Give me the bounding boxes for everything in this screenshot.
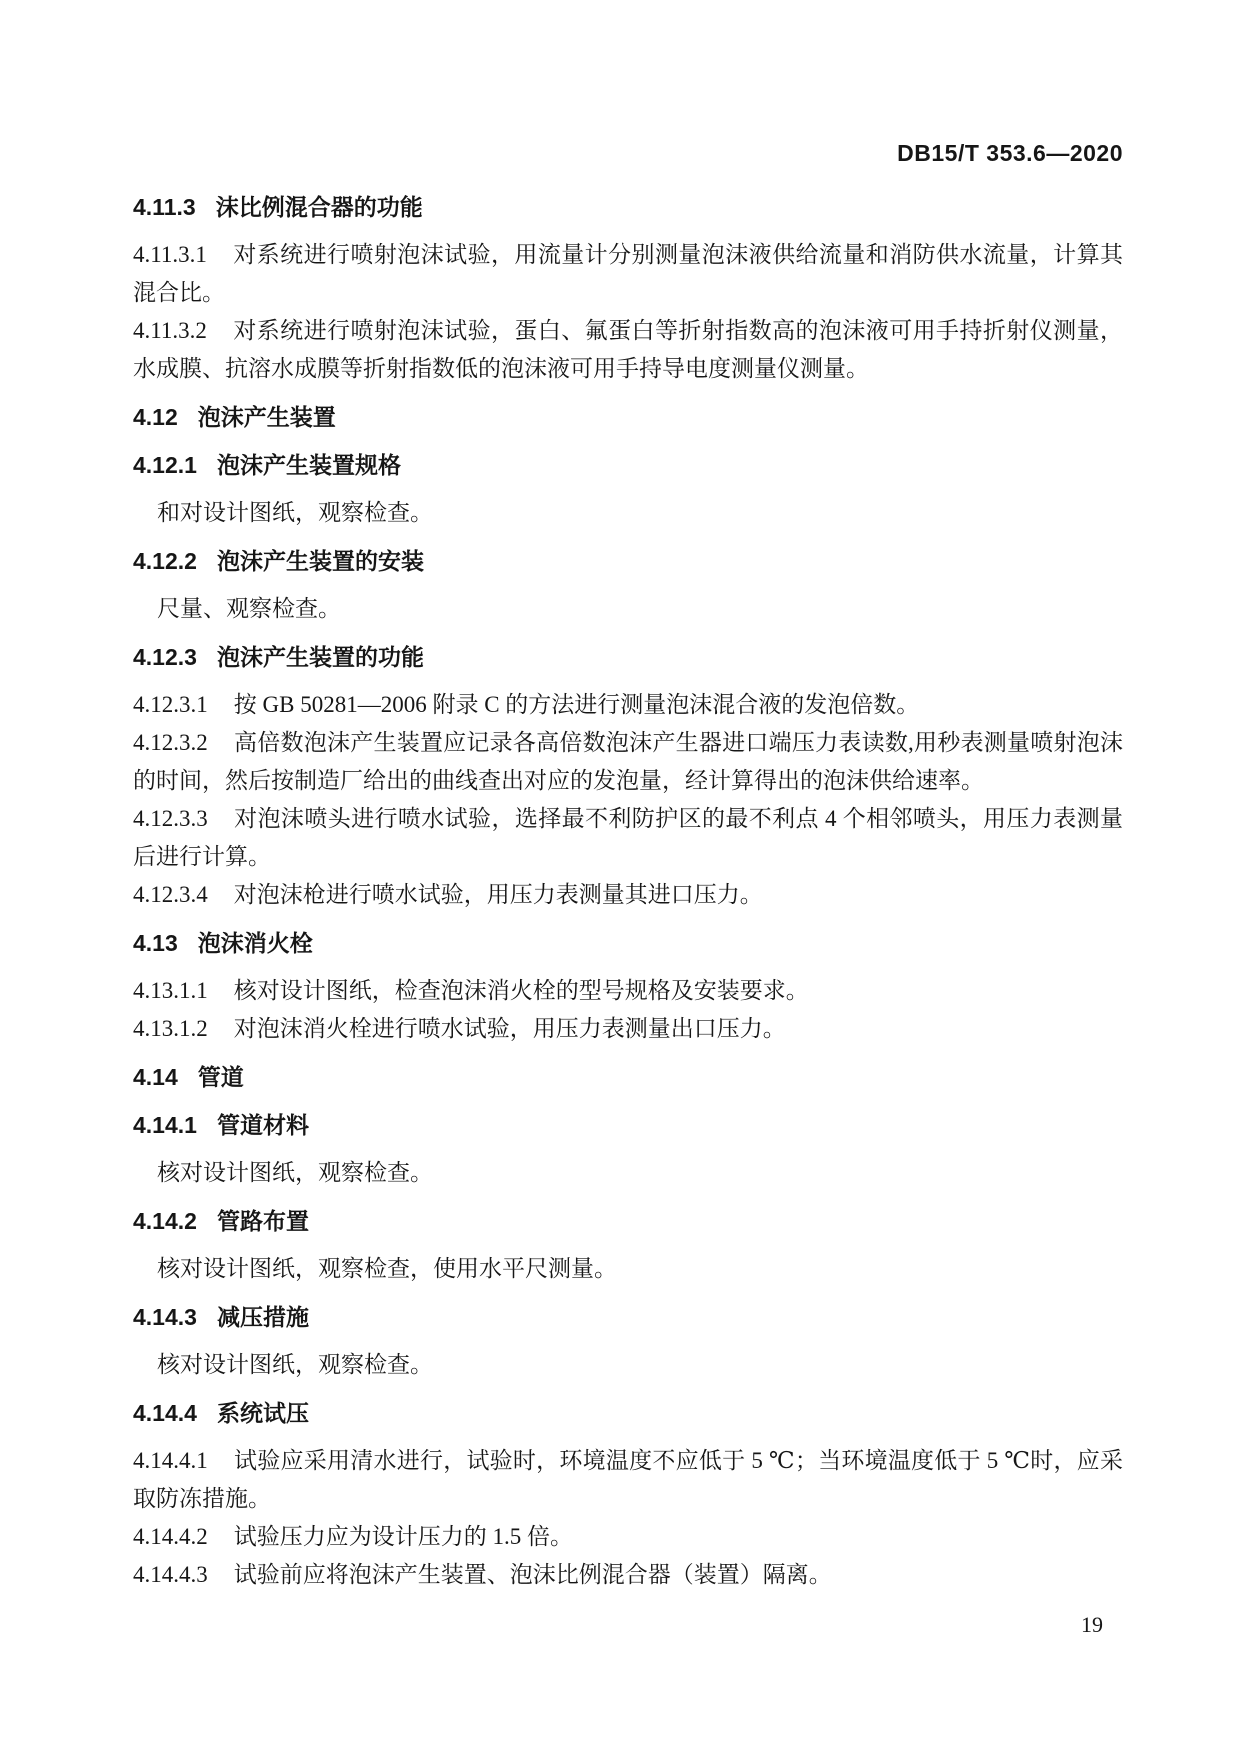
clause-text: 对泡沫喷头进行喷水试验，选择最不利防护区的最不利点 4 个相邻喷头，用压力表测量后进行计算。 — [133, 806, 1123, 869]
clause-4-14-4-1 — [133, 1442, 1123, 1518]
clause-number: 4.13.1.1 — [133, 978, 208, 1003]
clause-number: 4.12.3.2 — [133, 730, 208, 755]
clause-number: 4.14.4.1 — [133, 1448, 208, 1473]
clause-number: 4.13.1.2 — [133, 1016, 208, 1041]
section-number: 4.14 — [133, 1064, 178, 1090]
clause-4-12-3-3 — [133, 800, 1123, 876]
clause-4-13-1-1 — [133, 972, 1123, 1010]
clause-text: 试验前应将泡沫产生装置、泡沫比例混合器（装置）隔离。 — [233, 1562, 832, 1587]
section-title: 管道材料 — [216, 1112, 309, 1138]
clause-number: 4.14.4.2 — [133, 1524, 208, 1549]
procedure-text: 核对设计图纸，观察检查。 — [157, 1160, 433, 1185]
clause-4-12-3-2 — [133, 724, 1123, 800]
section-title: 泡沫产生装置 — [197, 404, 336, 430]
clause-text: 试验应采用清水进行，试验时，环境温度不应低于 5 ℃；当环境温度低于 5 ℃时，应采取防冻措施。 — [133, 1448, 1123, 1511]
section-number: 4.12 — [133, 404, 178, 430]
section-heading-4-14-3 — [133, 1298, 1123, 1336]
section-number: 4.13 — [133, 930, 178, 956]
section-title: 管路布置 — [216, 1208, 309, 1234]
procedure-text: 核对设计图纸，观察检查，使用水平尺测量。 — [157, 1256, 617, 1281]
clause-4-14-4-3 — [133, 1556, 1123, 1594]
clause-text: 对泡沫消火栓进行喷水试验，用压力表测量出口压力。 — [233, 1016, 786, 1041]
section-title: 泡沫产生装置规格 — [216, 452, 401, 478]
clause-number: 4.12.3.1 — [133, 692, 208, 717]
section-heading-4-14-4 — [133, 1394, 1123, 1432]
clause-text: 对系统进行喷射泡沫试验，用流量计分别测量泡沫液供给流量和消防供水流量，计算其混合比。 — [133, 242, 1123, 305]
procedure-text: 尺量、观察检查。 — [157, 596, 341, 621]
section-heading-4-13 — [133, 924, 1123, 962]
clause-4-12-3-4 — [133, 876, 1123, 914]
section-title: 泡沫产生装置的安装 — [216, 548, 424, 574]
clause-number: 4.12.3.4 — [133, 882, 208, 907]
section-number: 4.12.3 — [133, 644, 197, 670]
procedure-text: 和对设计图纸，观察检查。 — [157, 500, 433, 525]
section-heading-4-14-2 — [133, 1202, 1123, 1240]
section-number: 4.12.1 — [133, 452, 197, 478]
clause-text: 对泡沫枪进行喷水试验，用压力表测量其进口压力。 — [233, 882, 763, 907]
clause-number: 4.11.3.2 — [133, 318, 207, 343]
section-number: 4.14.2 — [133, 1208, 197, 1234]
section-title: 系统试压 — [216, 1400, 309, 1426]
document-code: DB15/T 353.6—2020 — [897, 140, 1123, 166]
page-number: 19 — [1081, 1612, 1103, 1637]
section-title: 沫比例混合器的功能 — [215, 194, 423, 220]
section-heading-4-12-2 — [133, 542, 1123, 580]
section-heading-4-14 — [133, 1058, 1123, 1096]
clause-4-12-3-1 — [133, 686, 1123, 724]
clause-number: 4.14.4.3 — [133, 1562, 208, 1587]
clause-text: 试验压力应为设计压力的 1.5 倍。 — [233, 1524, 573, 1549]
section-number: 4.14.1 — [133, 1112, 197, 1138]
section-heading-4-12-3 — [133, 638, 1123, 676]
clause-4-11-3-1 — [133, 236, 1123, 312]
section-title: 泡沫产生装置的功能 — [216, 644, 424, 670]
procedure-text: 核对设计图纸，观察检查。 — [157, 1352, 433, 1377]
section-heading-4-11-3 — [133, 188, 1123, 226]
section-number: 4.14.4 — [133, 1400, 197, 1426]
clause-4-13-1-2 — [133, 1010, 1123, 1048]
clause-text: 高倍数泡沫产生装置应记录各高倍数泡沫产生器进口端压力表读数,用秒表测量喷射泡沫的时间，然后按制造厂给出的曲线查出对应的发泡量，经计算得出的泡沫供给速率。 — [133, 730, 1123, 793]
clause-4-14-4-2 — [133, 1518, 1123, 1556]
section-title: 管道 — [197, 1064, 244, 1090]
section-heading-4-12-1 — [133, 446, 1123, 484]
section-number: 4.12.2 — [133, 548, 197, 574]
clause-text: 按 GB 50281—2006 附录 C 的方法进行测量泡沫混合液的发泡倍数。 — [233, 692, 920, 717]
section-title: 减压措施 — [216, 1304, 309, 1330]
section-number: 4.11.3 — [133, 194, 196, 220]
clause-text: 核对设计图纸，检查泡沫消火栓的型号规格及安装要求。 — [233, 978, 809, 1003]
clause-number: 4.12.3.3 — [133, 806, 208, 831]
clause-text: 对系统进行喷射泡沫试验，蛋白、氟蛋白等折射指数高的泡沫液可用手持折射仪测量，水成膜、抗溶水成膜等折射指数低的泡沫液可用手持导电度测量仪测量。 — [133, 318, 1123, 381]
clause-4-11-3-2 — [133, 312, 1123, 388]
section-heading-4-14-1 — [133, 1106, 1123, 1144]
section-number: 4.14.3 — [133, 1304, 197, 1330]
section-title: 泡沫消火栓 — [197, 930, 313, 956]
clause-number: 4.11.3.1 — [133, 242, 207, 267]
section-heading-4-12 — [133, 398, 1123, 436]
